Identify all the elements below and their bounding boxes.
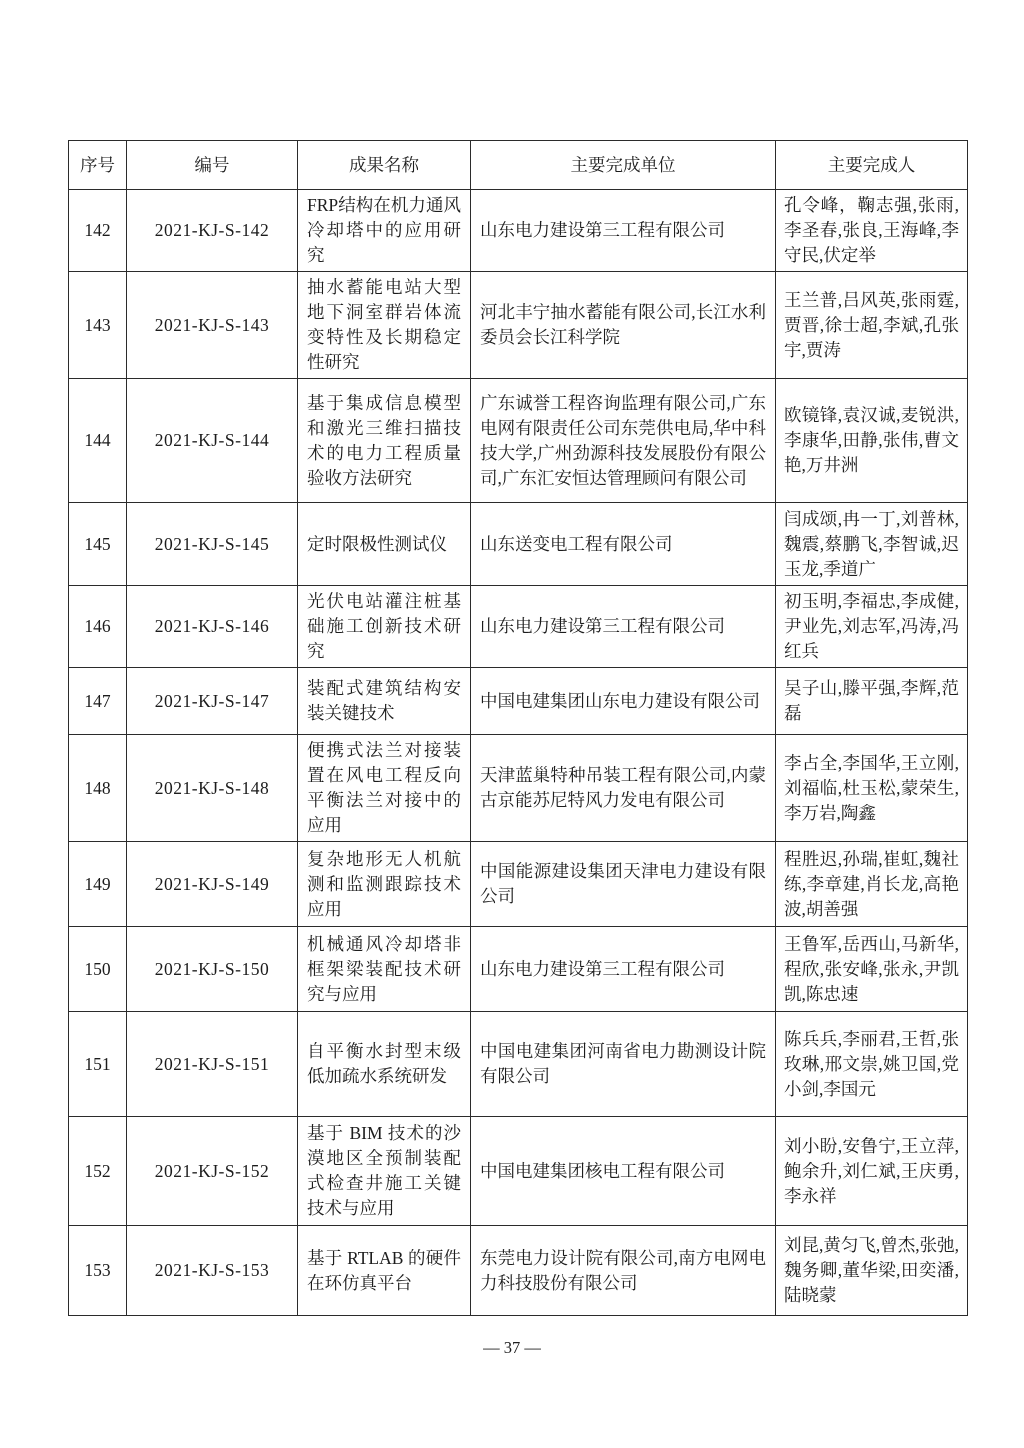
cell-code: 2021-KJ-S-146 <box>127 586 298 668</box>
cell-completing-units: 河北丰宁抽水蓄能有限公司,长江水利委员会长江科学院 <box>471 272 776 379</box>
cell-achievement-name: 基于集成信息模型和激光三维扫描技术的电力工程质量验收方法研究 <box>298 379 471 503</box>
cell-completing-units: 中国能源建设集团天津电力建设有限公司 <box>471 842 776 927</box>
cell-code: 2021-KJ-S-150 <box>127 927 298 1012</box>
cell-code: 2021-KJ-S-151 <box>127 1012 298 1117</box>
cell-achievement-name: 定时限极性测试仪 <box>298 503 471 586</box>
cell-code: 2021-KJ-S-149 <box>127 842 298 927</box>
cell-serial-number: 150 <box>69 927 127 1012</box>
col-header-completing-units: 主要完成单位 <box>471 141 776 190</box>
table-row <box>69 735 968 842</box>
page-number: — 37 — <box>483 1338 541 1357</box>
cell-serial-number: 148 <box>69 735 127 842</box>
cell-achievement-name: 复杂地形无人机航测和监测跟踪技术应用 <box>298 842 471 927</box>
cell-contributors: 闫成颂,冉一丁,刘普林,魏震,蔡鹏飞,李智诚,迟玉龙,季道广 <box>776 503 968 586</box>
cell-serial-number: 143 <box>69 272 127 379</box>
cell-achievement-name: 便携式法兰对接装置在风电工程反向平衡法兰对接中的应用 <box>298 735 471 842</box>
cell-serial-number: 145 <box>69 503 127 586</box>
cell-serial-number: 146 <box>69 586 127 668</box>
cell-serial-number: 149 <box>69 842 127 927</box>
cell-completing-units: 山东电力建设第三工程有限公司 <box>471 190 776 272</box>
cell-completing-units: 广东诚誉工程咨询监理有限公司,广东电网有限责任公司东莞供电局,华中科技大学,广州劲源科技发展股份有限公司,广东汇安恒达管理顾问有限公司 <box>471 379 776 503</box>
table-row <box>69 272 968 379</box>
cell-serial-number: 147 <box>69 668 127 735</box>
cell-completing-units: 山东送变电工程有限公司 <box>471 503 776 586</box>
table-row <box>69 586 968 668</box>
cell-contributors: 刘小盼,安鲁宁,王立萍,鲍余升,刘仁斌,王庆勇,李永祥 <box>776 1117 968 1226</box>
cell-achievement-name: 基于 BIM 技术的沙漠地区全预制装配式检查井施工关键技术与应用 <box>298 1117 471 1226</box>
cell-completing-units: 山东电力建设第三工程有限公司 <box>471 927 776 1012</box>
table-row <box>69 190 968 272</box>
table-row <box>69 927 968 1012</box>
cell-code: 2021-KJ-S-153 <box>127 1226 298 1316</box>
cell-achievement-name: 装配式建筑结构安装关键技术 <box>298 668 471 735</box>
cell-completing-units: 中国电建集团山东电力建设有限公司 <box>471 668 776 735</box>
table-row <box>69 1117 968 1226</box>
cell-contributors: 程胜迟,孙瑞,崔虹,魏社练,李章建,肖长龙,高艳波,胡善强 <box>776 842 968 927</box>
cell-achievement-name: FRP结构在机力通风冷却塔中的应用研究 <box>298 190 471 272</box>
cell-code: 2021-KJ-S-142 <box>127 190 298 272</box>
cell-code: 2021-KJ-S-144 <box>127 379 298 503</box>
cell-achievement-name: 光伏电站灌注桩基础施工创新技术研究 <box>298 586 471 668</box>
achievements-table <box>68 140 968 1316</box>
col-header-serial-number: 序号 <box>69 141 127 190</box>
table-header-row <box>69 141 968 190</box>
col-header-code: 编号 <box>127 141 298 190</box>
table-row <box>69 842 968 927</box>
cell-contributors: 初玉明,李福忠,李成健,尹业先,刘志军,冯涛,冯红兵 <box>776 586 968 668</box>
cell-completing-units: 中国电建集团核电工程有限公司 <box>471 1117 776 1226</box>
cell-achievement-name: 机械通风冷却塔非框架梁装配技术研究与应用 <box>298 927 471 1012</box>
cell-completing-units: 东莞电力设计院有限公司,南方电网电力科技股份有限公司 <box>471 1226 776 1316</box>
cell-code: 2021-KJ-S-145 <box>127 503 298 586</box>
table-row <box>69 379 968 503</box>
page-footer <box>0 1338 1024 1358</box>
cell-achievement-name: 抽水蓄能电站大型地下洞室群岩体流变特性及长期稳定性研究 <box>298 272 471 379</box>
cell-serial-number: 151 <box>69 1012 127 1117</box>
col-header-contributors: 主要完成人 <box>776 141 968 190</box>
cell-serial-number: 152 <box>69 1117 127 1226</box>
cell-contributors: 孔令峰，鞠志强,张雨,李圣春,张良,王海峰,李守民,伏定举 <box>776 190 968 272</box>
col-header-achievement-name: 成果名称 <box>298 141 471 190</box>
cell-completing-units: 山东电力建设第三工程有限公司 <box>471 586 776 668</box>
cell-achievement-name: 基于 RTLAB 的硬件在环仿真平台 <box>298 1226 471 1316</box>
cell-contributors: 王兰普,吕风英,张雨霆,贾晋,徐士超,李斌,孔张宇,贾涛 <box>776 272 968 379</box>
cell-serial-number: 142 <box>69 190 127 272</box>
cell-serial-number: 153 <box>69 1226 127 1316</box>
table-row <box>69 1012 968 1117</box>
cell-serial-number: 144 <box>69 379 127 503</box>
cell-contributors: 吴子山,滕平强,李辉,范磊 <box>776 668 968 735</box>
table-row <box>69 668 968 735</box>
cell-completing-units: 天津蓝巢特种吊装工程有限公司,内蒙古京能苏尼特风力发电有限公司 <box>471 735 776 842</box>
cell-contributors: 李占全,李国华,王立刚,刘福临,杜玉松,蒙荣生,李万岩,陶鑫 <box>776 735 968 842</box>
table-row <box>69 503 968 586</box>
cell-code: 2021-KJ-S-148 <box>127 735 298 842</box>
cell-contributors: 欧镜锋,袁汉诚,麦锐洪,李康华,田静,张伟,曹文艳,万井洲 <box>776 379 968 503</box>
cell-achievement-name: 自平衡水封型末级低加疏水系统研发 <box>298 1012 471 1117</box>
cell-code: 2021-KJ-S-152 <box>127 1117 298 1226</box>
cell-code: 2021-KJ-S-143 <box>127 272 298 379</box>
cell-contributors: 王鲁军,岳西山,马新华,程欣,张安峰,张永,尹凯凯,陈忠速 <box>776 927 968 1012</box>
cell-code: 2021-KJ-S-147 <box>127 668 298 735</box>
table-row <box>69 1226 968 1316</box>
cell-completing-units: 中国电建集团河南省电力勘测设计院有限公司 <box>471 1012 776 1117</box>
cell-contributors: 陈兵兵,李丽君,王哲,张玫琳,邢文崇,姚卫国,党小剑,李国元 <box>776 1012 968 1117</box>
cell-contributors: 刘昆,黄匀飞,曾杰,张弛,魏务卿,董华梁,田奕潘,陆晓蒙 <box>776 1226 968 1316</box>
